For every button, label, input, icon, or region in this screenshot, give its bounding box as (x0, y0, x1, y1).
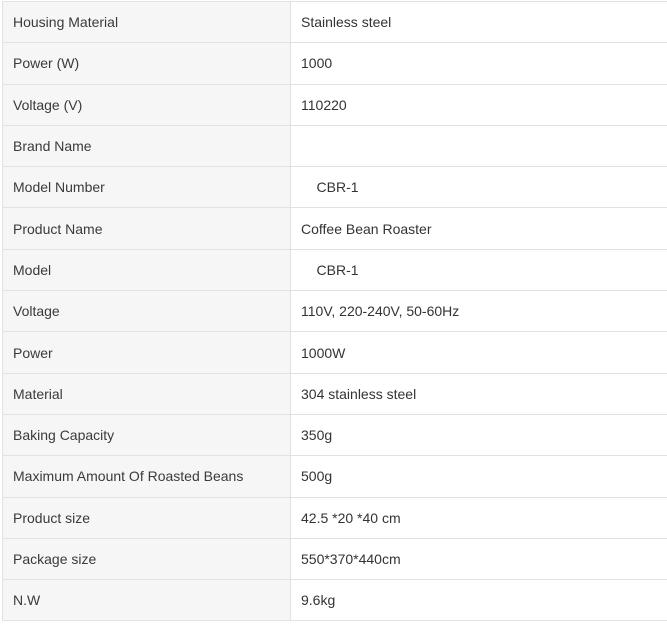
table-row (3, 373, 667, 414)
spec-label: Model Number (3, 167, 291, 208)
table-row (3, 167, 667, 208)
spec-label: Housing Material (3, 2, 291, 43)
spec-value: 42.5 *20 *40 cm (291, 497, 667, 538)
spec-value: 1000 (291, 43, 667, 84)
table-row (3, 580, 667, 621)
spec-value: 500g (291, 456, 667, 497)
spec-table (2, 1, 667, 621)
spec-value: 110V, 220-240V, 50-60Hz (291, 291, 667, 332)
spec-label: Voltage (3, 291, 291, 332)
spec-label: Voltage (V) (3, 84, 291, 125)
table-row (3, 291, 667, 332)
spec-label: Brand Name (3, 125, 291, 166)
spec-label: Product Name (3, 208, 291, 249)
table-row (3, 84, 667, 125)
spec-label: Model (3, 249, 291, 290)
spec-label: Power (3, 332, 291, 373)
spec-value: CBR-1 (291, 249, 667, 290)
spec-value: Stainless steel (291, 2, 667, 43)
spec-label: Product size (3, 497, 291, 538)
spec-label: Material (3, 373, 291, 414)
spec-label: N.W (3, 580, 291, 621)
spec-label: Package size (3, 538, 291, 579)
spec-value: 9.6kg (291, 580, 667, 621)
spec-value: CBR-1 (291, 167, 667, 208)
table-row (3, 249, 667, 290)
spec-value: 1000W (291, 332, 667, 373)
table-row (3, 2, 667, 43)
spec-value: 550*370*440cm (291, 538, 667, 579)
table-row (3, 43, 667, 84)
spec-table-body (3, 2, 667, 621)
spec-label: Power (W) (3, 43, 291, 84)
spec-value (291, 125, 667, 166)
table-row (3, 456, 667, 497)
spec-value: 350g (291, 414, 667, 455)
table-row (3, 414, 667, 455)
table-row (3, 125, 667, 166)
table-row (3, 538, 667, 579)
table-row (3, 332, 667, 373)
spec-label: Baking Capacity (3, 414, 291, 455)
table-row (3, 208, 667, 249)
table-row (3, 497, 667, 538)
spec-value: 110220 (291, 84, 667, 125)
spec-value: 304 stainless steel (291, 373, 667, 414)
spec-value: Coffee Bean Roaster (291, 208, 667, 249)
spec-label: Maximum Amount Of Roasted Beans (3, 456, 291, 497)
